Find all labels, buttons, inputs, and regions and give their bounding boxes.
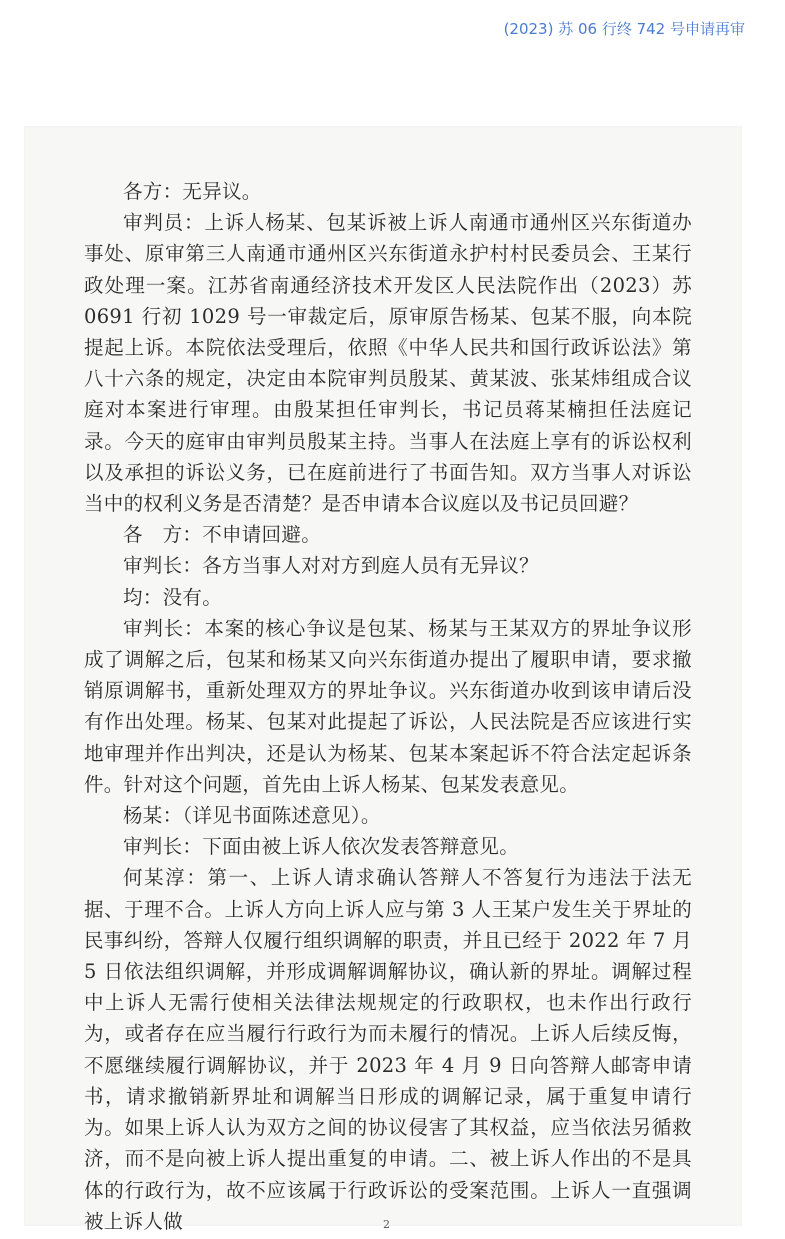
paragraph-4: 审判长：各方当事人对对方到庭人员有无异议？: [123, 554, 539, 578]
paragraph-9: 何某淳：第一、上诉人请求确认答辩人不答复行为违法于法无据、于理不合。上诉人方向上诉人应与第 3 人王某户发生关于界址的民事纠纷，答辩人仅履行组织调解的职责，并且已经于 2022 年 7 月 5 日依法组织调解，并形成调解调解协议，确认新的界址。调解过程中上诉人无需行使相关法律法规规定的行政职权，也未作出行政行为，或者存在应当履行行政行为而未履行的情况。上诉人后续反悔，不愿继续履行调解协议，并于 2023 年 4 月 9 日向答辩人邮寄申请书，请求撤销新界址和调解当日形成的调解记录，属于重复申请行为。如果上诉人认为双方之间的协议侵害了其权益，应当依法另循救济，而不是向被上诉人提出重复的申请。二、被上诉人作出的不是具体的行政行为，故不应该属于行政诉讼的受案范围。上诉人一直强调被上诉人做: [84, 866, 692, 1233]
paragraph-5: 均：没有。: [123, 585, 223, 609]
paragraph-8: 审判长：下面由被上诉人依次发表答辩意见。: [123, 835, 520, 859]
page-number: 2: [383, 1218, 390, 1231]
paragraph-1: 各方：无异议。: [123, 180, 262, 203]
document-body: [84, 176, 692, 1237]
paragraph-7: 杨某：（详见书面陈述意见）。: [123, 804, 381, 828]
paragraph-6: 审判长：本案的核心争议是包某、杨某与王某双方的界址争议形成了调解之后，包某和杨某又向兴东街道办提出了履职申请，要求撤销原调解书，重新处理双方的界址争议。兴东街道办收到该申请后没有作出处理。杨某、包某对此提起了诉讼，人民法院是否应该进行实地审理并作出判决，还是认为杨某、包某本案起诉不符合法定起诉条件。针对这个问题，首先由上诉人杨某、包某发表意见。: [84, 616, 692, 796]
paragraph-2: 审判员：上诉人杨某、包某诉被上诉人南通市通州区兴东街道办事处、原审第三人南通市通州区兴东街道永护村村民委员会、王某行政处理一案。江苏省南通经济技术开发区人民法院作出（2023）苏 0691 行初 1029 号一审裁定后，原审原告杨某、包某不服，向本院提起上诉。本院依法受理后，依照《中华人民共和国行政诉讼法》第八十六条的规定，决定由本院审判员殷某、黄某波、张某炜组成合议庭对本案进行审理。由殷某担任审判长，书记员蒋某楠担任法庭记录。今天的庭审由审判员殷某主持。当事人在法庭上享有的诉讼权利以及承担的诉讼义务，已在庭前进行了书面告知。双方当事人对诉讼当中的权利义务是否清楚？是否申请本合议庭以及书记员回避？: [84, 211, 692, 516]
paragraph-3: 各 方：不申请回避。: [123, 523, 322, 547]
document-header: (2023) 苏 06 行终 742 号申请再审: [503, 20, 745, 38]
